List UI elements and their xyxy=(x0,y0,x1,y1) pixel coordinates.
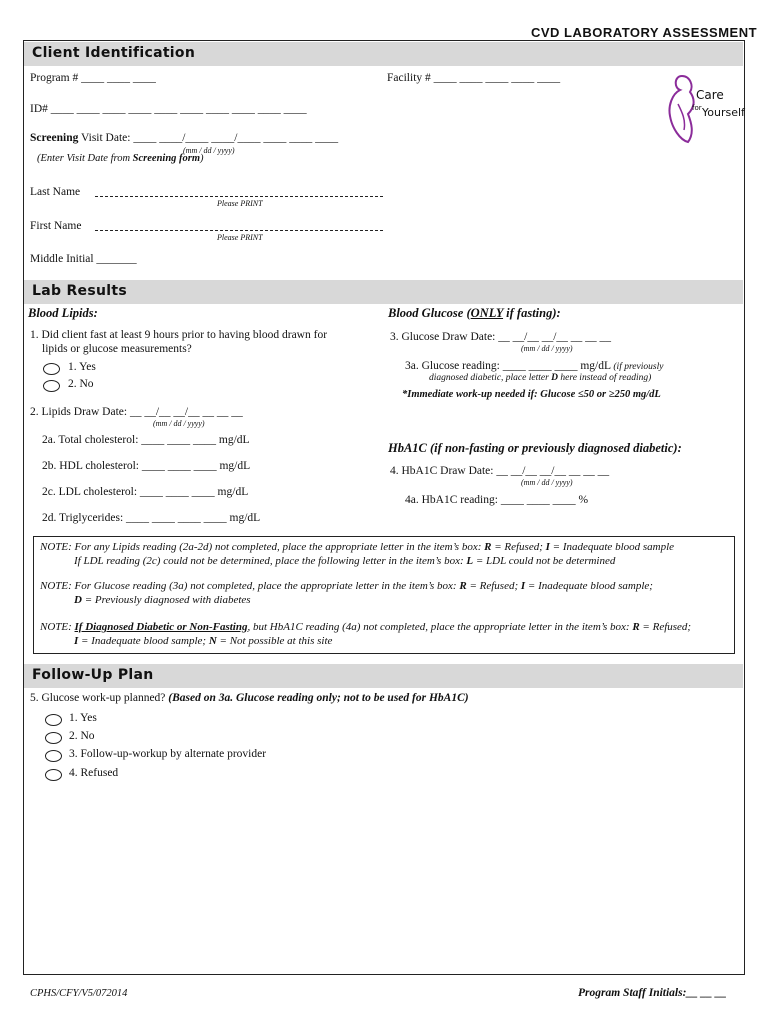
q5-refused-radio[interactable] xyxy=(45,769,62,781)
first-name-input[interactable] xyxy=(95,230,383,231)
blood-lipids-heading: Blood Lipids: xyxy=(28,306,98,320)
hdl-cholesterol-field[interactable]: 2b. HDL cholesterol: ____ ____ ____ mg/dL xyxy=(42,460,251,472)
q1-no-radio[interactable] xyxy=(43,380,60,392)
q5-refused-label: 4. Refused xyxy=(69,767,119,779)
section-header-followup xyxy=(24,664,743,688)
middle-initial-field[interactable]: Middle Initial _______ xyxy=(30,253,137,265)
q5-alternate-provider-label: 3. Follow-up-workup by alternate provider xyxy=(69,748,267,760)
hba1c-heading: HbA1C (if non-fasting or previously diagnosed diabetic): xyxy=(388,441,682,455)
date-hint: (mm / dd / yyyy) xyxy=(521,344,573,353)
date-hint: (mm / dd / yyyy) xyxy=(183,146,235,155)
screening-label: Screening xyxy=(30,132,79,144)
immediate-workup-warning: *Immediate work-up needed if: Glucose ≤50 or ≥250 mg/dL xyxy=(402,389,661,400)
section-header-lab xyxy=(24,280,743,304)
section-title: Follow-Up Plan xyxy=(32,667,154,683)
blood-glucose-heading: Blood Glucose (ONLY if fasting): xyxy=(388,306,561,320)
please-print-hint: Please PRINT xyxy=(217,233,263,242)
logo-text-care: Care xyxy=(696,88,724,102)
hba1c-reading-field[interactable]: 4a. HbA1C reading: ____ ____ ____ % xyxy=(405,494,589,506)
glucose-draw-date-field[interactable]: 3. Glucose Draw Date: __ __/__ __/__ __ __ __ xyxy=(390,331,612,343)
screening-date-field[interactable] xyxy=(30,132,338,144)
logo-text-for: for xyxy=(692,104,702,112)
staff-initials-field[interactable]: Program Staff Initials:__ __ __ xyxy=(578,987,727,999)
q5-no-label: 2. No xyxy=(69,730,95,742)
note-lipids-ldl: If LDL reading (2c) could not be determined, place the following letter in the item’s box: L = LDL could not be determined xyxy=(74,555,616,567)
enter-visit-note: (Enter Visit Date from Screening form) xyxy=(37,153,204,164)
first-name-label: First Name xyxy=(30,220,82,232)
q5-yes-radio[interactable] xyxy=(45,714,62,726)
q5-alternate-provider-radio[interactable] xyxy=(45,750,62,762)
note-lipids: NOTE: For any Lipids reading (2a-2d) not completed, place the appropriate letter in the item’s box: R = Refused; I = Inadequate blood sample xyxy=(40,541,675,553)
ldl-cholesterol-field[interactable]: 2c. LDL cholesterol: ____ ____ ____ mg/dL xyxy=(42,486,249,498)
q1-yes-radio[interactable] xyxy=(43,363,60,375)
q5-text: 5. Glucose work-up planned? (Based on 3a. Glucose reading only; not to be used for HbA1C) xyxy=(30,692,469,704)
last-name-input[interactable] xyxy=(95,196,383,197)
section-title: Lab Results xyxy=(32,283,127,299)
section-header-client xyxy=(24,42,743,66)
q5-no-radio[interactable] xyxy=(45,732,62,744)
hba1c-draw-date-field[interactable]: 4. HbA1C Draw Date: __ __/__ __/__ __ __ __ xyxy=(390,465,610,477)
total-cholesterol-field[interactable]: 2a. Total cholesterol: ____ ____ ____ mg/dL xyxy=(42,434,250,446)
section-title: Client Identification xyxy=(32,45,196,61)
lipids-draw-date-field[interactable]: 2. Lipids Draw Date: __ __/__ __/__ __ __ __ xyxy=(30,406,243,418)
date-hint: (mm / dd / yyyy) xyxy=(153,419,205,428)
facility-field[interactable]: Facility # ____ ____ ____ ____ ____ xyxy=(387,72,561,84)
note-hba1c-reasons: I = Inadequate blood sample; N = Not possible at this site xyxy=(74,635,333,647)
q1-yes-label: 1. Yes xyxy=(68,361,96,373)
date-hint: (mm / dd / yyyy) xyxy=(521,478,573,487)
program-field[interactable]: Program # ____ ____ ____ xyxy=(30,72,156,84)
note-glucose: NOTE: For Glucose reading (3a) not completed, place the appropriate letter in the item’s box: R = Refused; I = Inadequate blood sample; xyxy=(40,580,653,592)
q1-no-label: 2. No xyxy=(68,378,94,390)
screening-date-blanks: Visit Date: ____ ____/____ ____/____ ____ ____ ____ xyxy=(78,132,339,144)
triglycerides-field[interactable]: 2d. Triglycerides: ____ ____ ____ ____ mg/dL xyxy=(42,512,261,524)
id-field[interactable]: ID# ____ ____ ____ ____ ____ ____ ____ ____ ____ ____ xyxy=(30,103,307,115)
form-id: CPHS/CFY/V5/072014 xyxy=(30,988,128,999)
note-glucose-diabetes: D = Previously diagnosed with diabetes xyxy=(74,594,251,606)
q5-yes-label: 1. Yes xyxy=(69,712,97,724)
please-print-hint: Please PRINT xyxy=(217,199,263,208)
q1-text: 1. Did client fast at least 9 hours prior to having blood drawn for xyxy=(30,329,328,341)
note-hba1c: NOTE: If Diagnosed Diabetic or Non-Fasting, but HbA1C reading (4a) not completed, place the appropriate letter in the item’s box: R = Refused; xyxy=(40,621,692,633)
logo-text-yourself: Yourself xyxy=(702,106,745,119)
last-name-label: Last Name xyxy=(30,186,81,198)
q1-text-cont: lipids or glucose measurements? xyxy=(42,343,192,355)
glucose-reading-field[interactable]: 3a. Glucose reading: ____ ____ ____ mg/dL (if previously xyxy=(405,360,664,372)
form-frame xyxy=(23,40,745,975)
glucose-reading-note: diagnosed diabetic, place letter D here instead of reading) xyxy=(429,373,652,383)
form-title: CVD LABORATORY ASSESSMENT xyxy=(531,25,758,40)
